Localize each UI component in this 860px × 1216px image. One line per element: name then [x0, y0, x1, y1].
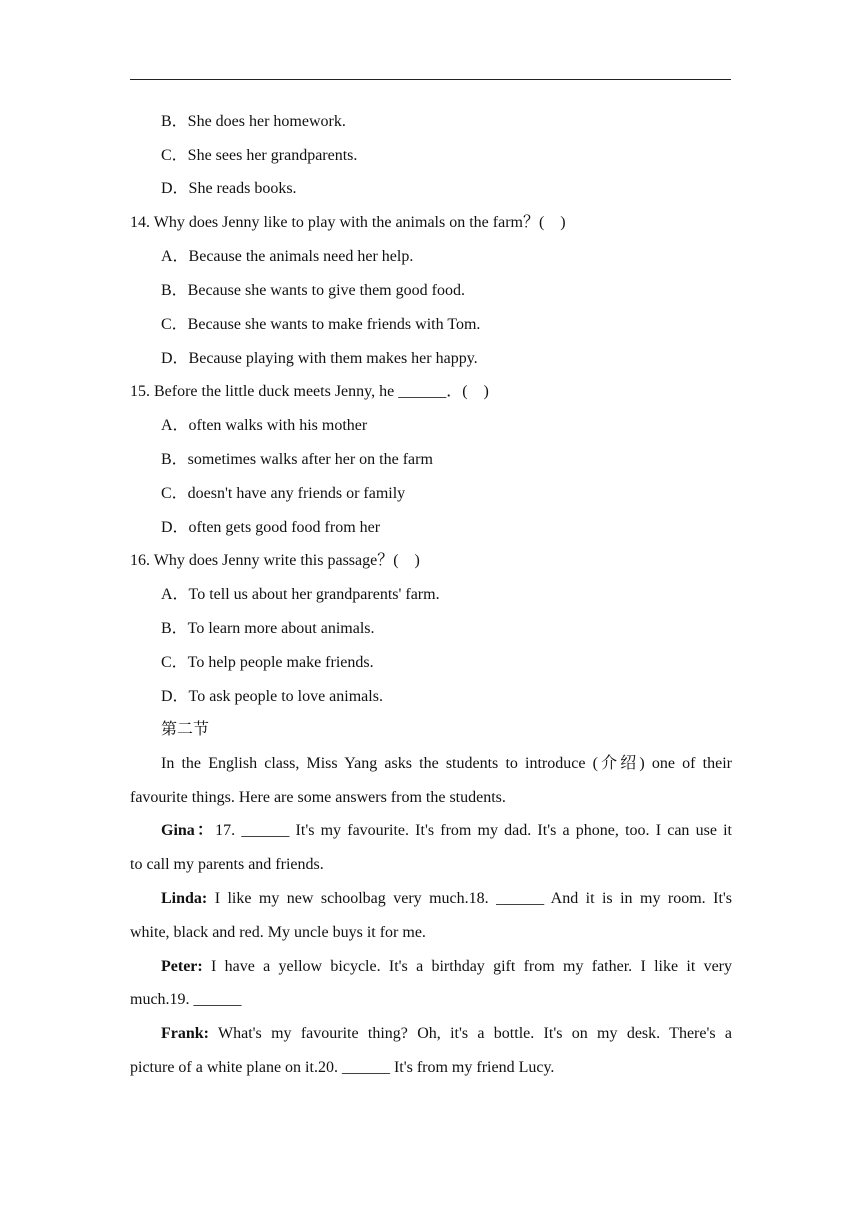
q14-option-d: D．Because playing with them makes her happy.	[161, 350, 478, 367]
speaker-gina: Gina：	[161, 822, 216, 839]
q14-option-c: C．Because she wants to make friends with Tom.	[161, 316, 481, 333]
q15-option-c: C．doesn't have any friends or family	[161, 485, 406, 502]
q15-option-b: B．sometimes walks after her on the farm	[161, 451, 433, 468]
q13-option-b: B．She does her homework.	[161, 113, 346, 130]
peter-text-1: I have a yellow bicycle. It's a birthday gift from my father. I like it very	[202, 958, 732, 975]
q16-option-d: D．To ask people to love animals.	[161, 688, 383, 705]
q16-option-a: A．To tell us about her grandparents' farm.	[161, 586, 440, 603]
linda-text-1: I like my new schoolbag very much.18. ______ And it is in my room. It's	[207, 890, 732, 907]
linda-answer-line-2: white, black and red. My uncle buys it for me.	[130, 924, 426, 941]
frank-answer-line-1	[161, 1024, 732, 1044]
frank-text-1: What's my favourite thing? Oh, it's a bottle. It's on my desk. There's a	[209, 1025, 732, 1042]
speaker-peter: Peter:	[161, 958, 203, 975]
peter-answer-line-2: much.19. ______	[130, 991, 242, 1008]
peter-answer-line-1	[161, 957, 732, 977]
speaker-frank: Frank:	[161, 1025, 209, 1042]
q15-option-a: A．often walks with his mother	[161, 417, 368, 434]
q16-option-c: C．To help people make friends.	[161, 654, 374, 671]
intro-line-1: In the English class, Miss Yang asks the students to introduce (介绍) one of their	[161, 755, 732, 772]
q15-stem: 15. Before the little duck meets Jenny, he ______．( )	[130, 383, 489, 400]
frank-answer-line-2: picture of a white plane on it.20. ______ It's from my friend Lucy.	[130, 1059, 555, 1076]
intro-line-2: favourite things. Here are some answers from the students.	[130, 789, 506, 806]
gina-text-1: 17. ______ It's my favourite. It's from my dad. It's a phone, too. I can use it	[215, 822, 733, 839]
header-rule	[130, 79, 731, 80]
q13-option-d: D．She reads books.	[161, 180, 297, 197]
linda-answer-line-1	[161, 889, 732, 909]
section-heading: 第二节	[161, 721, 210, 738]
speaker-linda: Linda:	[161, 890, 208, 907]
gina-answer-line-2: to call my parents and friends.	[130, 856, 324, 873]
q14-option-a: A．Because the animals need her help.	[161, 248, 414, 265]
q13-option-c: C．She sees her grandparents.	[161, 147, 358, 164]
q16-stem: 16. Why does Jenny write this passage？( )	[130, 552, 420, 569]
q16-option-b: B．To learn more about animals.	[161, 620, 375, 637]
gina-answer-line-1	[161, 821, 732, 841]
q14-stem: 14. Why does Jenny like to play with the animals on the farm？( )	[130, 214, 566, 231]
q15-option-d: D．often gets good food from her	[161, 519, 381, 536]
q14-option-b: B．Because she wants to give them good food.	[161, 282, 465, 299]
